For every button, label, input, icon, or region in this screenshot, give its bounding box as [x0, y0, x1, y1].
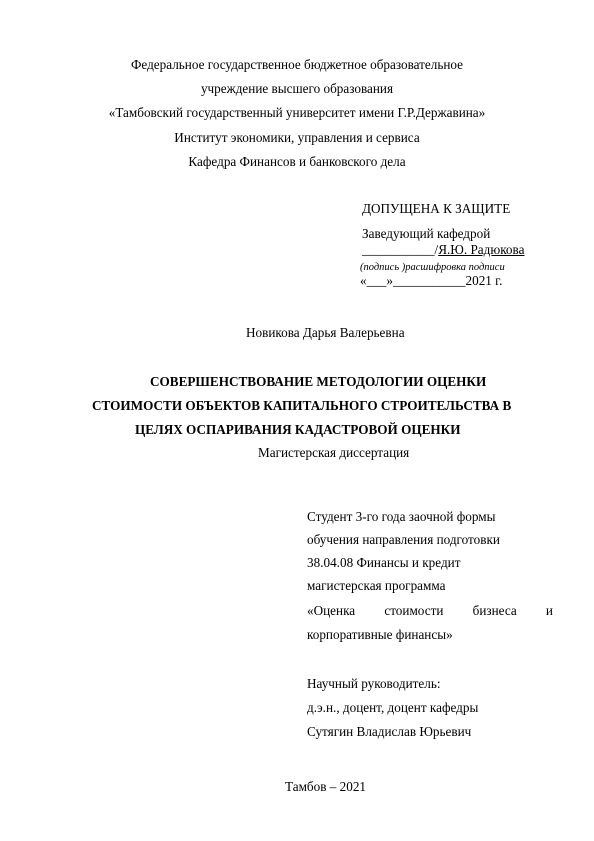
- program-word-4: и: [545, 603, 553, 618]
- author-name: Новикова Дарья Валерьевна: [246, 325, 405, 340]
- approval-title: ДОПУЩЕНА К ЗАЩИТЕ: [362, 201, 511, 216]
- thesis-type: Магистерская диссертация: [258, 445, 410, 460]
- ministry-line: Федеральное государственное бюджетное образовательное: [130, 57, 464, 72]
- supervisor-degree: д.э.н., доцент, доцент кафедры: [307, 700, 479, 715]
- approval-date-line: «___»___________2021 г.: [360, 273, 503, 288]
- student-line-2: обучения направления подготовки: [307, 532, 500, 547]
- supervisor-name: Сутягин Владислав Юрьевич: [307, 724, 472, 739]
- student-line-5: [307, 603, 553, 619]
- thesis-title-line-3: ЦЕЛЯХ ОСПАРИВАНИЯ КАДАСТРОВОЙ ОЦЕНКИ: [135, 422, 461, 437]
- university-name: «Тамбовский государственный университет имени Г.Р.Державина»: [108, 105, 486, 120]
- supervisor-label: Научный руководитель:: [307, 676, 441, 691]
- head-of-department-label: Заведующий кафедрой: [362, 226, 491, 241]
- signature-line: [362, 242, 524, 258]
- student-line-3: 38.04.08 Финансы и кредит: [307, 555, 461, 570]
- program-word-1: «Оценка: [307, 603, 356, 618]
- student-line-1: Студент 3-го года заочной формы: [307, 509, 496, 524]
- student-line-6: корпоративные финансы»: [307, 627, 453, 642]
- signature-caption: (подпись )расшифровка подписи: [360, 262, 505, 273]
- institution-type-line: учреждение высшего образования: [200, 81, 394, 96]
- program-word-3: бизнеса: [472, 603, 517, 618]
- institute-name: Институт экономики, управления и сервиса: [174, 130, 420, 145]
- signature-blank: ___________/: [362, 242, 439, 257]
- city-year: Тамбов – 2021: [285, 779, 367, 794]
- student-line-4: магистерская программа: [307, 578, 446, 593]
- thesis-title-line-2: СТОИМОСТИ ОБЪЕКТОВ КАПИТАЛЬНОГО СТРОИТЕЛЬСТВА В: [92, 398, 512, 413]
- department-name: Кафедра Финансов и банковского дела: [188, 154, 406, 169]
- head-of-department-name: Я.Ю. Радюкова: [438, 242, 525, 257]
- thesis-title-line-1: СОВЕРШЕНСТВОВАНИЕ МЕТОДОЛОГИИ ОЦЕНКИ: [150, 374, 487, 389]
- program-word-2: стоимости: [384, 603, 444, 618]
